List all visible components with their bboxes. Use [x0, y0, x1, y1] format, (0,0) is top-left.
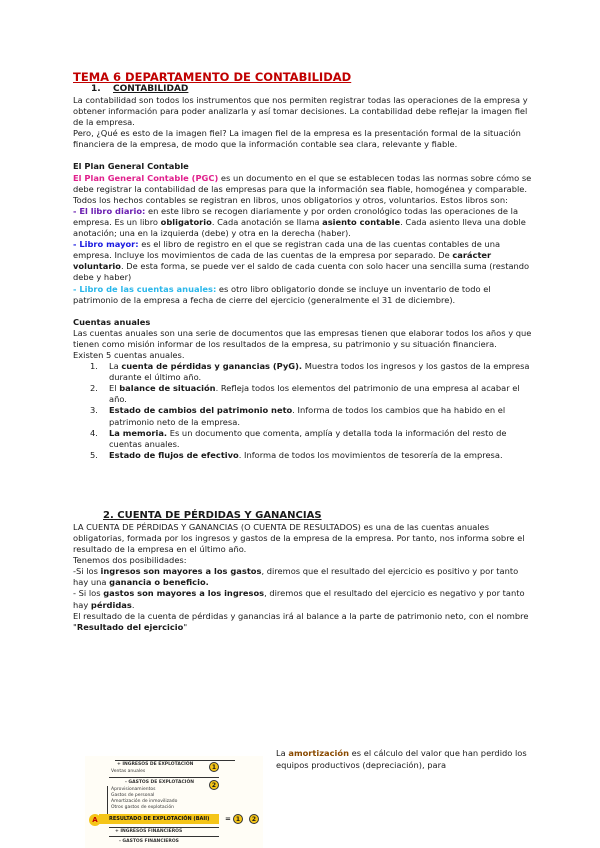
subheading-cuentas-anuales: Cuentas anuales: [73, 316, 151, 327]
diagram-row: + INGRESOS FINANCIEROS: [115, 829, 183, 834]
diagram-label-a: A: [89, 814, 101, 826]
page-title: TEMA 6 DEPARTAMENTO DE CONTABILIDAD: [73, 70, 352, 84]
diagram-row: Ventas anuales: [111, 769, 146, 774]
diagram-row: - GASTOS DE EXPLOTACIÓN: [125, 780, 195, 785]
diagram-number: 2: [209, 780, 219, 790]
document-page: [73, 70, 535, 633]
section-heading-perdidas-ganancias: 2. CUENTA DE PÉRDIDAS Y GANANCIAS: [103, 509, 322, 521]
diagram-number: 2: [249, 814, 259, 824]
diagram-row: Gastos de personal: [111, 793, 155, 798]
diagram-row: - GASTOS FINANCIEROS: [119, 839, 179, 844]
paragraph-libro-diario: - El libro diario: en este libro se recogen diariamente y por orden cronológico todas las operaciones de la empresa. Es un libro obligatorio. Cada anotación se llama asiento contable. Cada asiento lleva una doble anotación; una en la izquierda (debe) y otra en la derecha (haber).: [73, 205, 526, 239]
paragraph: Pero, ¿Qué es esto de la imagen fiel? La imagen fiel de la empresa es la presentación formal de la situación financiera de la empresa, de modo que la información contable sea clara, relevante y fiable.: [73, 128, 521, 150]
paragraph: Todos los hechos contables se registran en libros, unos obligatorios y otros, voluntarios. Estos libros son:: [73, 194, 508, 205]
diagram-row: Otros gastos de explotación: [111, 805, 174, 810]
cuentas-anuales-list: [73, 361, 535, 461]
list-item: 2. El balance de situación. Refleja todos los elementos del patrimonio de una empresa al acabar el año.: [90, 383, 520, 405]
paragraph: -Si los ingresos son mayores a los gastos, diremos que el resultado del ejercicio es positivo y por tanto hay una ganancia o beneficio.: [73, 566, 519, 588]
diagram-number: 1: [209, 762, 219, 772]
pyg-diagram-image: [85, 756, 263, 848]
paragraph: Existen 5 cuentas anuales.: [73, 349, 185, 360]
amortizacion-paragraph: La amortización es el cálculo del valor que han perdido los equipos productivos (depreciación), para: [276, 748, 527, 770]
diagram-result-bar: RESULTADO DE EXPLOTACIÓN (BAII): [99, 814, 219, 824]
list-item: 1. La cuenta de pérdidas y ganancias (PyG). Muestra todos los ingresos y los gastos de la empresa durante el último año.: [90, 361, 530, 383]
subheading-pgc: El Plan General Contable: [73, 161, 189, 172]
list-item: 5. Estado de flujos de efectivo. Informa de todos los movimientos de tesorería de la empresa.: [90, 449, 503, 460]
paragraph: La contabilidad son todos los instrumentos que nos permiten registrar todas las operaciones de la empresa y obtener información para poder analizarla y así tomar decisiones. La contabilidad debe reflejar la imagen fiel de la empresa.: [73, 95, 528, 128]
diagram-row: + INGRESOS DE EXPLOTACIÓN: [117, 762, 194, 767]
list-item: 3. Estado de cambios del patrimonio neto. Informa de todos los cambios que ha habido en el patrimonio neto de la empresa.: [90, 405, 506, 427]
paragraph: LA CUENTA DE PÉRDIDAS Y GANANCIAS (O CUENTA DE RESULTADOS) es una de las cuentas anuales obligatorias, formada por los ingresos y gastos de la empresa de la empresa. Por tanto, nos informa sobre el resultado de la empresa en el último año.: [73, 521, 525, 555]
section-heading-contabilidad: 1. CONTABILIDAD: [91, 84, 189, 94]
paragraph-libro-mayor: - Libro mayor: es el libro de registro en el que se registran cada una de las cuentas contables de una empresa. Incluye los movimientos de cada de las cuentas de la empresa por separado. De carácter voluntario. De esta forma, se puede ver el saldo de cada cuenta con solo hacer una sencilla suma (restando debe y haber): [73, 239, 530, 283]
paragraph: - Si los gastos son mayores a los ingresos, diremos que el resultado del ejercicio es negativo y por tanto hay pérdidas.: [73, 588, 525, 610]
paragraph: Las cuentas anuales son una serie de documentos que las empresas tienen que elaborar todos los años y que tienen como misión informar de los resultados de la empresa, su patrimonio y su situación financiera.: [73, 327, 532, 349]
paragraph: El resultado de la cuenta de pérdidas y ganancias irá al balance a la parte de patrimonio neto, con el nombre "Resultado del ejercicio": [73, 610, 529, 632]
diagram-row: Amortización de inmovilizado: [111, 799, 178, 804]
paragraph-libro-cuentas: - Libro de las cuentas anuales: es otro libro obligatorio donde se incluye un inventario de todo el patrimonio de la empresa a fecha de cierre del ejercicio (generalmente el 31 de diciembre).: [73, 283, 491, 305]
list-item: 4. La memoria. Es un documento que comenta, amplía y detalla toda la información del resto de cuentas anuales.: [90, 427, 507, 449]
diagram-number: 1: [233, 814, 243, 824]
diagram-equals: =: [225, 815, 231, 823]
paragraph: Tenemos dos posibilidades:: [73, 555, 187, 566]
paragraph: El Plan General Contable (PGC) es un documento en el que se establecen todas las normas sobre cómo se debe registrar la contabilidad de las empresas para que la información sea fiable, homogénea y comparable.: [73, 172, 532, 194]
diagram-row: Aprovisionamientos: [111, 787, 156, 792]
